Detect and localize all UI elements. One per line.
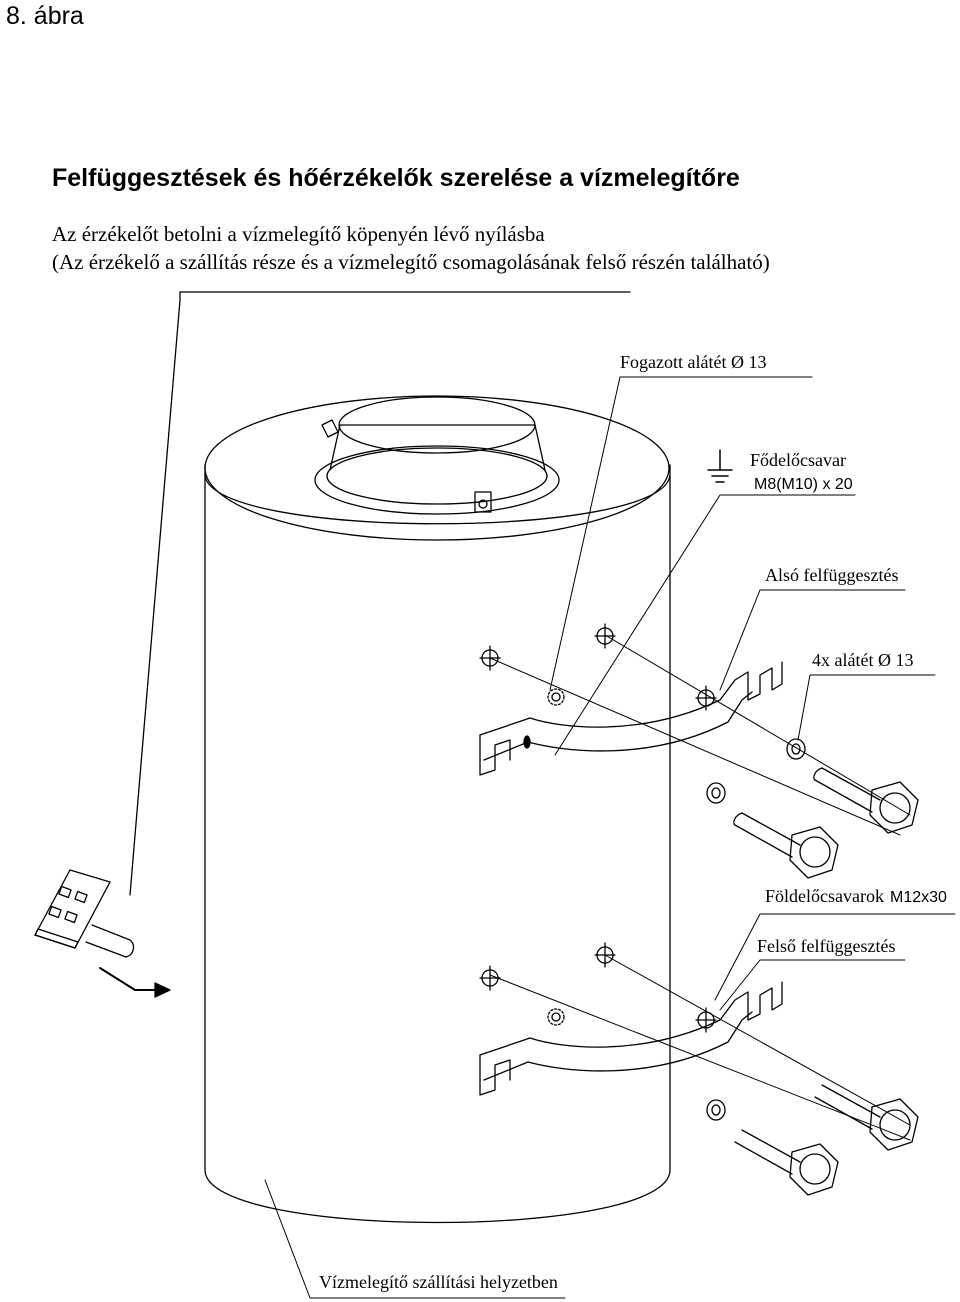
label-earth-bolts-size: M12x30 [890,889,947,906]
description-line-2: (Az érzékelő a szállítás része és a vízmelegítő csomagolásának felső részén található) [52,250,770,274]
page-title: Felfüggesztések és hőérzékelők szerelése a vízmelegítőre [52,164,740,192]
mounting-holes [480,624,716,1032]
label-washers: 4x alátét Ø 13 [812,650,914,670]
earth-bolt [734,768,918,1195]
label-upper-bracket: Felső felfüggesztés [757,936,896,956]
figure-label: 8. ábra [6,2,84,30]
label-earth-screw-size: M8(M10) x 20 [754,476,853,493]
label-leaders [265,377,955,1298]
label-earth-screw: Fődelőcsavar [750,450,846,470]
description-line-1: Az érzékelőt betolni a vízmelegítő köpenyén lévő nyílásba [52,222,545,246]
arrow-right-icon [100,968,170,997]
ground-symbol-icon [708,450,732,482]
toothed-washer [548,689,564,1025]
temperature-sensor [35,870,133,957]
label-earth-bolts: Földelőcsavarok [765,886,884,906]
upper-bracket [480,982,782,1095]
washer [707,739,805,1120]
water-heater-tank [205,396,670,1223]
label-toothed-washer: Fogazott alátét Ø 13 [620,352,767,372]
label-transport-position: Vízmelegítő szállítási helyzetben [319,1272,558,1292]
label-lower-bracket: Alsó felfüggesztés [765,565,899,585]
